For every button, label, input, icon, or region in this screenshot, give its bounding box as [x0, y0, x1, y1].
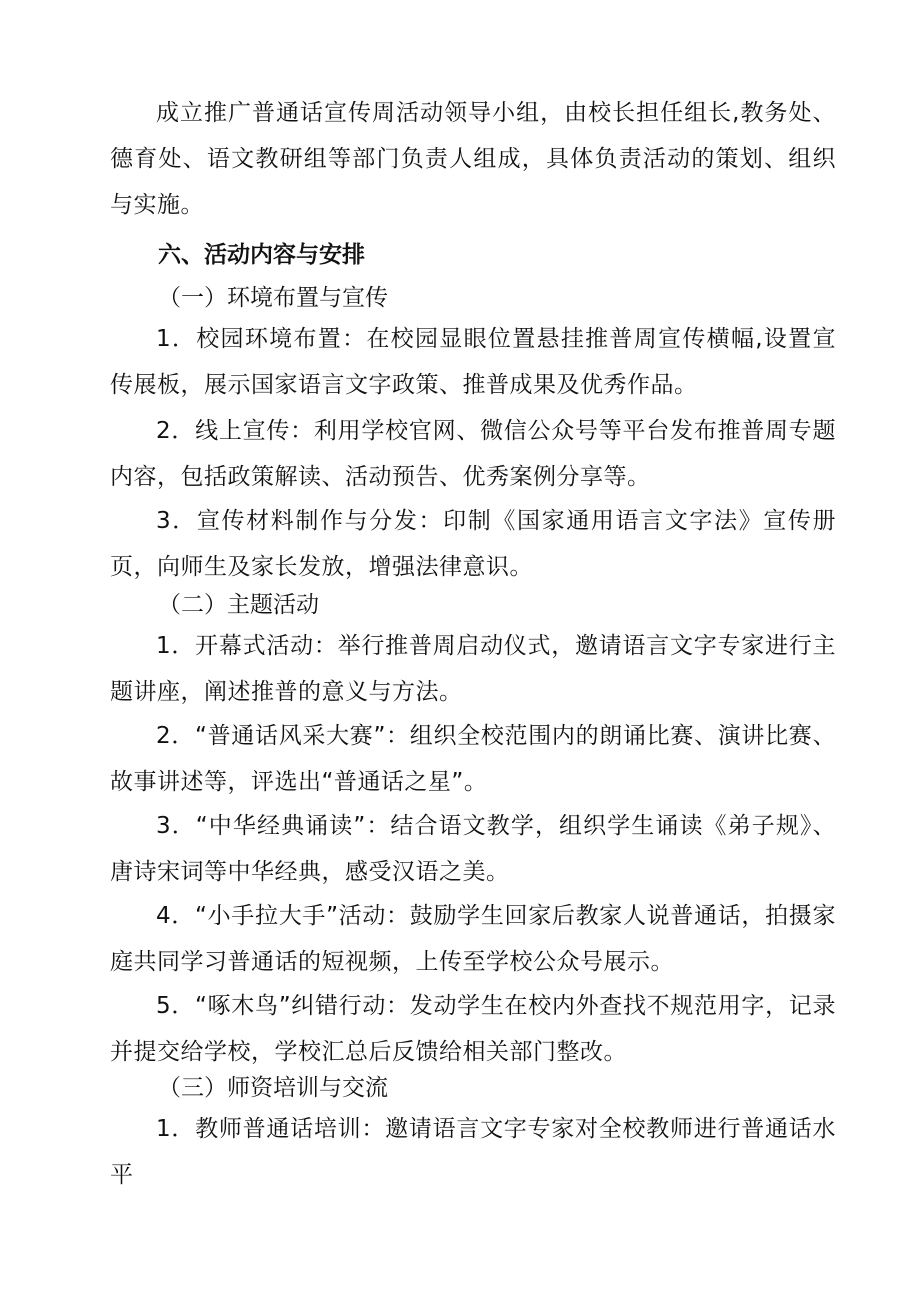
list-item: 5．“啄木鸟”纠错行动：发动学生在校内外查找不规范用字，记录并提交给学校，学校汇总后反馈给相关部门整改。 [110, 993, 836, 1065]
list-item: 4．“小手拉大手”活动：鼓励学生回家后教家人说普通话，拍摄家庭共同学习普通话的短视频，上传至学校公众号展示。 [110, 903, 836, 975]
intro-paragraph: 成立推广普通话宣传周活动领导小组，由校长担任组长,教务处、德育处、语文教研组等部门负责人组成，具体负责活动的策划、组织与实施。 [110, 100, 836, 218]
list-item: 1．校园环境布置：在校园显眼位置悬挂推普周宣传横幅,设置宣传展板，展示国家语言文字政策、推普成果及优秀作品。 [110, 326, 836, 398]
subsection-title: （二）主题活动 [158, 592, 319, 618]
list-item: 3．“中华经典诵读”：结合语文教学，组织学生诵读《弟子规》、唐诗宋词等中华经典，感受汉语之美。 [110, 813, 836, 885]
list-item: 2．线上宣传：利用学校官网、微信公众号等平台发布推普周专题内容，包括政策解读、活动预告、优秀案例分享等。 [110, 418, 836, 490]
subsection-title: （一）环境布置与宣传 [158, 285, 388, 311]
list-item: 1．开幕式活动：举行推普周启动仪式，邀请语言文字专家进行主题讲座，阐述推普的意义与方法。 [110, 633, 836, 705]
list-item: 3．宣传材料制作与分发：印制《国家通用语言文字法》宣传册页，向师生及家长发放，增强法律意识。 [110, 508, 836, 580]
section-heading: 六、活动内容与安排 [158, 242, 365, 268]
list-item: 2．“普通话风采大赛”：组织全校范围内的朗诵比赛、演讲比赛、故事讲述等，评选出“普通话之星”。 [110, 723, 836, 795]
subsection-title: （三）师资培训与交流 [158, 1075, 388, 1101]
list-item: 1．教师普通话培训：邀请语言文字专家对全校教师进行普通话水平 [110, 1116, 836, 1188]
